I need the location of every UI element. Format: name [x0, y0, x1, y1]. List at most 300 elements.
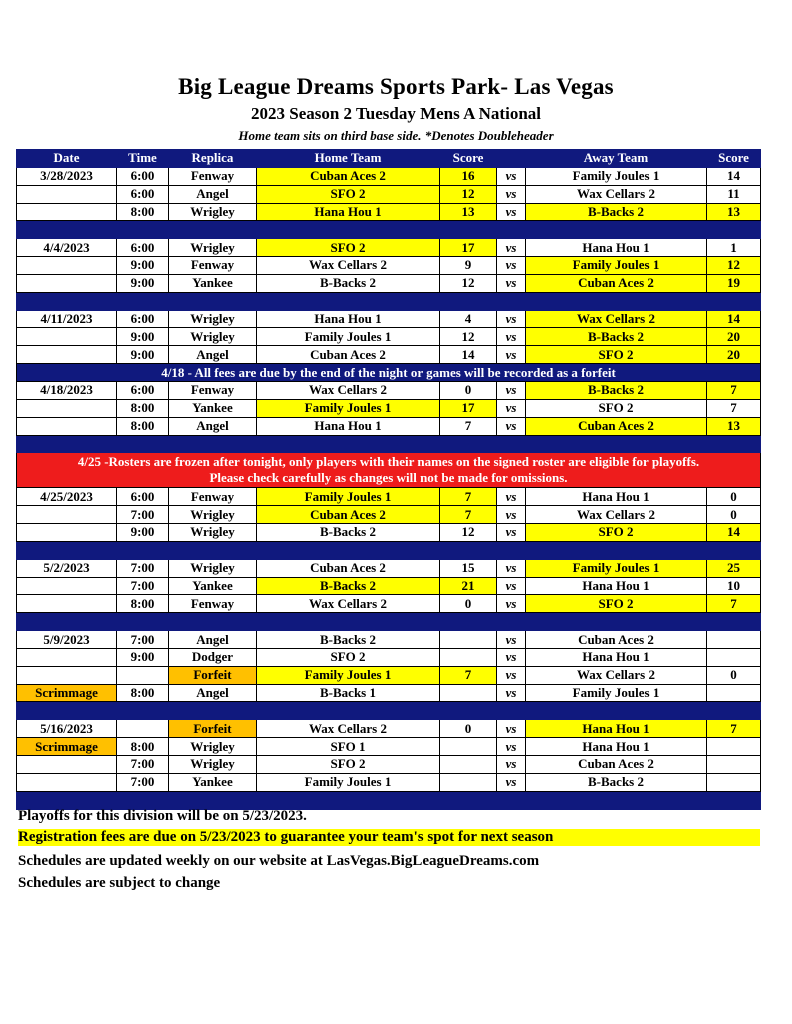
fee-notice-row: [17, 364, 761, 382]
week-separator-row: [17, 292, 761, 310]
vs-label: vs: [497, 488, 526, 506]
home-score: 7: [440, 666, 497, 684]
away-score: 14: [707, 167, 761, 185]
separator-cell: [497, 613, 526, 631]
away-score: [707, 648, 761, 666]
separator-cell: [497, 221, 526, 239]
game-date: [17, 648, 117, 666]
home-score: 7: [440, 417, 497, 435]
separator-cell: [440, 791, 497, 809]
away-team: Hana Hou 1: [526, 577, 707, 595]
home-team: Family Joules 1: [257, 488, 440, 506]
vs-label: vs: [497, 239, 526, 257]
game-date: Scrimmage: [17, 684, 117, 702]
game-field: Fenway: [169, 257, 257, 275]
away-team: Family Joules 1: [526, 559, 707, 577]
col-header-time: Time: [117, 150, 169, 168]
game-date: 5/2/2023: [17, 559, 117, 577]
separator-cell: [257, 541, 440, 559]
away-team: Cuban Aces 2: [526, 756, 707, 774]
game-field: Angel: [169, 631, 257, 649]
vs-label: vs: [497, 631, 526, 649]
separator-cell: [497, 541, 526, 559]
game-date: [17, 666, 117, 684]
home-score: [440, 648, 497, 666]
game-date: [17, 506, 117, 524]
game-field: Wrigley: [169, 203, 257, 221]
table-header-row: [17, 150, 761, 168]
separator-cell: [17, 541, 117, 559]
home-team: Cuban Aces 2: [257, 506, 440, 524]
separator-cell: [117, 702, 169, 720]
away-score: [707, 684, 761, 702]
game-field: Yankee: [169, 274, 257, 292]
home-team: Wax Cellars 2: [257, 257, 440, 275]
home-team: Hana Hou 1: [257, 417, 440, 435]
game-row: [17, 595, 761, 613]
away-team: SFO 2: [526, 595, 707, 613]
separator-cell: [526, 613, 707, 631]
game-row: [17, 631, 761, 649]
separator-cell: [117, 613, 169, 631]
home-team: B-Backs 2: [257, 524, 440, 542]
vs-label: vs: [497, 738, 526, 756]
away-team: Family Joules 1: [526, 167, 707, 185]
game-row: [17, 684, 761, 702]
game-row: [17, 239, 761, 257]
vs-label: vs: [497, 684, 526, 702]
roster-alert-line: 4/25 -Rosters are frozen after tonight, only players with their names on the signed roster are eligible for playoffs.: [77, 454, 700, 470]
game-row: [17, 648, 761, 666]
game-row: [17, 738, 761, 756]
home-team: Cuban Aces 2: [257, 167, 440, 185]
roster-alert: [17, 453, 761, 488]
game-time: 6:00: [117, 381, 169, 399]
game-date: [17, 399, 117, 417]
game-field: Fenway: [169, 381, 257, 399]
away-team: Cuban Aces 2: [526, 417, 707, 435]
vs-label: vs: [497, 274, 526, 292]
home-score: 7: [440, 488, 497, 506]
home-score: 9: [440, 257, 497, 275]
away-score: 25: [707, 559, 761, 577]
away-team: Family Joules 1: [526, 257, 707, 275]
schedule-table: [16, 149, 761, 810]
away-score: 12: [707, 257, 761, 275]
game-row: [17, 720, 761, 738]
game-time: 9:00: [117, 648, 169, 666]
separator-cell: [440, 541, 497, 559]
separator-cell: [526, 541, 707, 559]
away-score: 14: [707, 524, 761, 542]
separator-cell: [497, 791, 526, 809]
game-field: Forfeit: [169, 720, 257, 738]
home-score: 7: [440, 506, 497, 524]
vs-label: vs: [497, 506, 526, 524]
col-header-away-score: Score: [707, 150, 761, 168]
away-score: 7: [707, 595, 761, 613]
away-score: 0: [707, 488, 761, 506]
game-row: [17, 399, 761, 417]
game-row: [17, 488, 761, 506]
game-time: 9:00: [117, 274, 169, 292]
away-team: Hana Hou 1: [526, 488, 707, 506]
game-time: 8:00: [117, 684, 169, 702]
home-score: 12: [440, 524, 497, 542]
home-score: 0: [440, 595, 497, 613]
away-score: 20: [707, 346, 761, 364]
separator-cell: [117, 221, 169, 239]
vs-label: vs: [497, 328, 526, 346]
game-time: 7:00: [117, 577, 169, 595]
separator-cell: [117, 435, 169, 453]
separator-cell: [257, 435, 440, 453]
game-time: 9:00: [117, 257, 169, 275]
game-time: [117, 666, 169, 684]
separator-cell: [117, 791, 169, 809]
vs-label: vs: [497, 310, 526, 328]
home-score: 4: [440, 310, 497, 328]
game-time: 9:00: [117, 328, 169, 346]
separator-cell: [707, 435, 761, 453]
game-field: Fenway: [169, 595, 257, 613]
roster-alert-line: Please check carefully as changes will not be made for omissions.: [209, 470, 568, 486]
home-team: Family Joules 1: [257, 328, 440, 346]
vs-label: vs: [497, 577, 526, 595]
separator-cell: [17, 613, 117, 631]
footer-website: Schedules are updated weekly on our website at LasVegas.BigLeagueDreams.com: [18, 853, 540, 869]
vs-label: vs: [497, 381, 526, 399]
game-field: Yankee: [169, 773, 257, 791]
game-time: [117, 720, 169, 738]
separator-cell: [707, 541, 761, 559]
game-field: Wrigley: [169, 524, 257, 542]
home-team: Hana Hou 1: [257, 310, 440, 328]
home-score: [440, 773, 497, 791]
separator-cell: [497, 435, 526, 453]
away-score: 14: [707, 310, 761, 328]
game-field: Wrigley: [169, 239, 257, 257]
home-team: SFO 2: [257, 185, 440, 203]
game-row: [17, 506, 761, 524]
game-row: [17, 773, 761, 791]
away-score: 11: [707, 185, 761, 203]
home-team: SFO 2: [257, 239, 440, 257]
game-field: Wrigley: [169, 506, 257, 524]
game-date: [17, 756, 117, 774]
game-time: 7:00: [117, 559, 169, 577]
away-team: Hana Hou 1: [526, 648, 707, 666]
separator-cell: [707, 791, 761, 809]
page-subtitle: 2023 Season 2 Tuesday Mens A National: [250, 104, 541, 123]
schedule-body: [17, 167, 761, 809]
vs-label: vs: [497, 167, 526, 185]
vs-label: vs: [497, 773, 526, 791]
home-score: 12: [440, 328, 497, 346]
home-score: [440, 631, 497, 649]
col-header-away-team: Away Team: [526, 150, 707, 168]
separator-cell: [707, 292, 761, 310]
game-field: Angel: [169, 417, 257, 435]
away-score: [707, 756, 761, 774]
separator-cell: [707, 613, 761, 631]
game-time: 9:00: [117, 524, 169, 542]
game-row: [17, 185, 761, 203]
vs-label: vs: [497, 756, 526, 774]
game-date: [17, 328, 117, 346]
away-team: Wax Cellars 2: [526, 506, 707, 524]
vs-label: vs: [497, 559, 526, 577]
footer-playoffs: Playoffs for this division will be on 5/23/2023.: [18, 808, 307, 824]
away-score: 19: [707, 274, 761, 292]
away-team: Hana Hou 1: [526, 239, 707, 257]
separator-cell: [169, 435, 257, 453]
game-time: 6:00: [117, 239, 169, 257]
home-team: Family Joules 1: [257, 666, 440, 684]
week-separator-row: [17, 541, 761, 559]
away-team: Wax Cellars 2: [526, 666, 707, 684]
home-team: Cuban Aces 2: [257, 346, 440, 364]
week-separator-row: [17, 791, 761, 809]
separator-cell: [17, 221, 117, 239]
separator-cell: [526, 292, 707, 310]
vs-label: vs: [497, 257, 526, 275]
game-field: Yankee: [169, 399, 257, 417]
away-team: B-Backs 2: [526, 381, 707, 399]
away-team: B-Backs 2: [526, 328, 707, 346]
game-field: Fenway: [169, 488, 257, 506]
home-team: B-Backs 1: [257, 684, 440, 702]
home-score: 0: [440, 720, 497, 738]
page-note: Home team sits on third base side. *Denotes Doubleheader: [238, 128, 554, 143]
col-header-replica: Replica: [169, 150, 257, 168]
separator-cell: [17, 292, 117, 310]
home-score: 16: [440, 167, 497, 185]
col-header-home-team: Home Team: [257, 150, 440, 168]
separator-cell: [169, 221, 257, 239]
away-team: B-Backs 2: [526, 203, 707, 221]
separator-cell: [169, 702, 257, 720]
home-score: [440, 756, 497, 774]
away-score: 7: [707, 720, 761, 738]
home-team: SFO 1: [257, 738, 440, 756]
separator-cell: [17, 791, 117, 809]
game-row: [17, 559, 761, 577]
separator-cell: [497, 702, 526, 720]
away-team: B-Backs 2: [526, 773, 707, 791]
game-field: Wrigley: [169, 756, 257, 774]
away-score: [707, 738, 761, 756]
away-team: SFO 2: [526, 399, 707, 417]
game-row: [17, 756, 761, 774]
game-field: Wrigley: [169, 559, 257, 577]
game-time: 7:00: [117, 506, 169, 524]
vs-label: vs: [497, 185, 526, 203]
home-score: 12: [440, 274, 497, 292]
col-header-home-score: Score: [440, 150, 497, 168]
home-team: B-Backs 2: [257, 631, 440, 649]
game-time: 8:00: [117, 203, 169, 221]
game-row: [17, 577, 761, 595]
away-team: Wax Cellars 2: [526, 185, 707, 203]
game-date: [17, 417, 117, 435]
vs-label: vs: [497, 417, 526, 435]
separator-cell: [497, 292, 526, 310]
away-score: 20: [707, 328, 761, 346]
away-score: 1: [707, 239, 761, 257]
separator-cell: [169, 791, 257, 809]
away-team: Wax Cellars 2: [526, 310, 707, 328]
game-date: 4/18/2023: [17, 381, 117, 399]
game-time: 6:00: [117, 185, 169, 203]
game-field: Yankee: [169, 577, 257, 595]
away-team: SFO 2: [526, 524, 707, 542]
col-header-date: Date: [17, 150, 117, 168]
home-score: [440, 684, 497, 702]
away-team: Hana Hou 1: [526, 738, 707, 756]
game-row: [17, 346, 761, 364]
game-row: [17, 257, 761, 275]
game-field: Angel: [169, 346, 257, 364]
week-separator-row: [17, 613, 761, 631]
game-row: [17, 524, 761, 542]
separator-cell: [526, 791, 707, 809]
separator-cell: [169, 541, 257, 559]
home-score: 14: [440, 346, 497, 364]
game-field: Dodger: [169, 648, 257, 666]
separator-cell: [257, 292, 440, 310]
separator-cell: [117, 541, 169, 559]
home-team: Family Joules 1: [257, 773, 440, 791]
game-date: [17, 577, 117, 595]
separator-cell: [17, 435, 117, 453]
game-field: Forfeit: [169, 666, 257, 684]
week-separator-row: [17, 435, 761, 453]
vs-label: vs: [497, 399, 526, 417]
away-team: SFO 2: [526, 346, 707, 364]
game-date: 5/9/2023: [17, 631, 117, 649]
game-row: [17, 310, 761, 328]
game-time: 8:00: [117, 417, 169, 435]
away-score: 0: [707, 506, 761, 524]
game-time: 6:00: [117, 488, 169, 506]
vs-label: vs: [497, 203, 526, 221]
vs-label: vs: [497, 595, 526, 613]
game-date: [17, 524, 117, 542]
game-time: 6:00: [117, 167, 169, 185]
away-score: 7: [707, 399, 761, 417]
game-field: Fenway: [169, 167, 257, 185]
home-score: 12: [440, 185, 497, 203]
roster-alert-row: [17, 453, 761, 488]
separator-cell: [117, 292, 169, 310]
game-time: 6:00: [117, 310, 169, 328]
vs-label: vs: [497, 648, 526, 666]
separator-cell: [257, 702, 440, 720]
separator-cell: [257, 791, 440, 809]
home-team: Wax Cellars 2: [257, 381, 440, 399]
away-score: 0: [707, 666, 761, 684]
vs-label: vs: [497, 666, 526, 684]
game-time: 9:00: [117, 346, 169, 364]
separator-cell: [526, 221, 707, 239]
game-date: 3/28/2023: [17, 167, 117, 185]
away-team: Hana Hou 1: [526, 720, 707, 738]
game-row: [17, 167, 761, 185]
home-team: Wax Cellars 2: [257, 595, 440, 613]
separator-cell: [440, 292, 497, 310]
separator-cell: [707, 221, 761, 239]
home-team: SFO 2: [257, 756, 440, 774]
home-team: Hana Hou 1: [257, 203, 440, 221]
game-date: 4/11/2023: [17, 310, 117, 328]
game-field: Wrigley: [169, 738, 257, 756]
game-date: [17, 203, 117, 221]
game-date: Scrimmage: [17, 738, 117, 756]
game-date: [17, 595, 117, 613]
game-time: 8:00: [117, 399, 169, 417]
game-time: 7:00: [117, 631, 169, 649]
home-score: 17: [440, 239, 497, 257]
home-team: SFO 2: [257, 648, 440, 666]
vs-label: vs: [497, 524, 526, 542]
game-date: [17, 773, 117, 791]
game-date: [17, 346, 117, 364]
game-row: [17, 203, 761, 221]
home-score: 15: [440, 559, 497, 577]
separator-cell: [440, 435, 497, 453]
game-date: [17, 274, 117, 292]
home-team: B-Backs 2: [257, 274, 440, 292]
away-score: 7: [707, 381, 761, 399]
vs-label: vs: [497, 720, 526, 738]
game-row: [17, 417, 761, 435]
game-field: Angel: [169, 185, 257, 203]
home-team: Wax Cellars 2: [257, 720, 440, 738]
home-score: [440, 738, 497, 756]
game-date: [17, 185, 117, 203]
away-score: [707, 773, 761, 791]
game-field: Angel: [169, 684, 257, 702]
game-row: [17, 381, 761, 399]
page-title: Big League Dreams Sports Park- Las Vegas: [178, 74, 614, 99]
home-team: B-Backs 2: [257, 577, 440, 595]
separator-cell: [440, 702, 497, 720]
game-date: 4/25/2023: [17, 488, 117, 506]
col-header-vs: [497, 150, 526, 168]
separator-cell: [440, 613, 497, 631]
vs-label: vs: [497, 346, 526, 364]
away-team: Family Joules 1: [526, 684, 707, 702]
game-field: Wrigley: [169, 310, 257, 328]
separator-cell: [707, 702, 761, 720]
fee-notice: 4/18 - All fees are due by the end of the night or games will be recorded as a forfeit: [17, 364, 761, 382]
separator-cell: [17, 702, 117, 720]
footer-change-notice: Schedules are subject to change: [18, 875, 221, 891]
game-row: [17, 328, 761, 346]
game-time: 8:00: [117, 738, 169, 756]
separator-cell: [526, 702, 707, 720]
home-score: 17: [440, 399, 497, 417]
separator-cell: [169, 292, 257, 310]
away-team: Cuban Aces 2: [526, 631, 707, 649]
game-field: Wrigley: [169, 328, 257, 346]
separator-cell: [169, 613, 257, 631]
separator-cell: [440, 221, 497, 239]
separator-cell: [526, 435, 707, 453]
game-date: 5/16/2023: [17, 720, 117, 738]
game-time: 7:00: [117, 773, 169, 791]
